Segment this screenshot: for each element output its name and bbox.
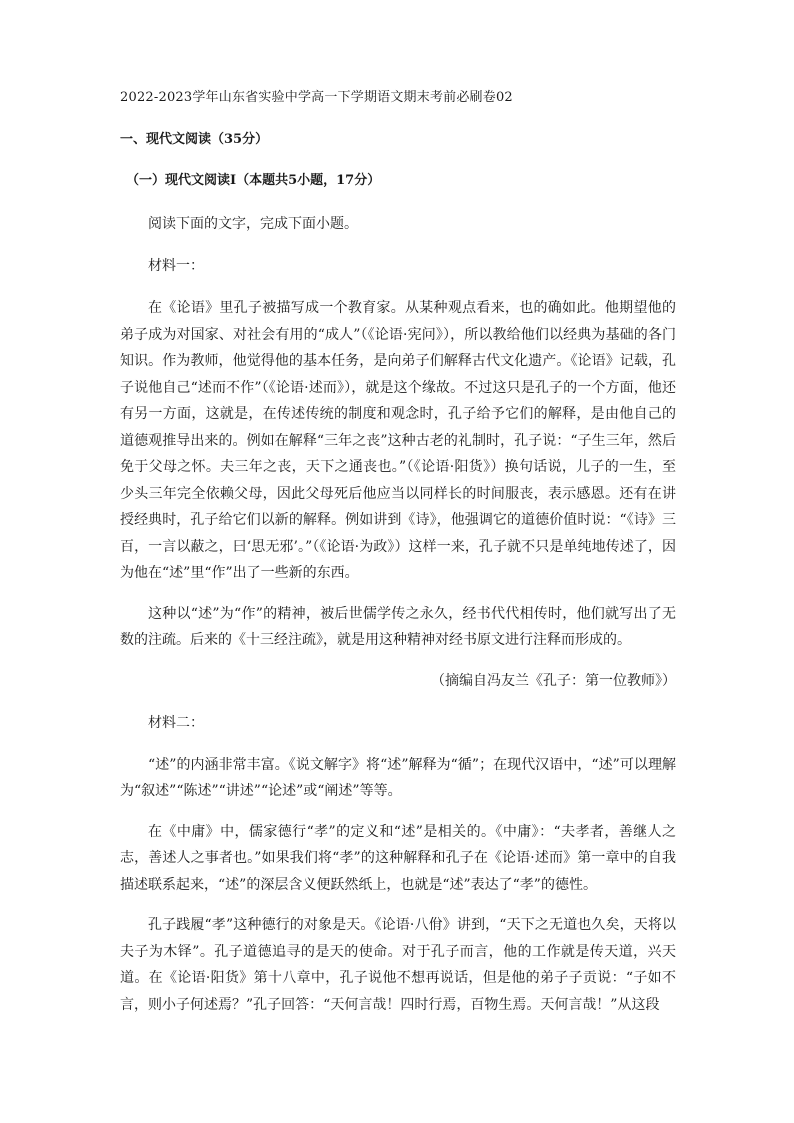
material-1-paragraph: 在《论语》里孔子被描写成一个教育家。从某种观点看来，也的确如此。他期望他的弟子成为对国家、对社会有用的“成人”（《论语·宪问》），所以教给他们以经典为基础的各门知识。作为教师，他觉得他的基本任务，是向弟子们解释古代文化遗产。《论语》记载，孔子说他自己“述而不作”（《论语·述而》），就是这个缘故。不过这只是孔子的一个方面，他还有另一方面，这就是，在传述传统的制度和观念时，孔子给予它们的解释，是由他自己的道德观推导出来的。例如在解释“三年之丧”这种古老的礼制时，孔子说：“子生三年，然后免于父母之怀。夫三年之丧，天下之通丧也。”（《论语·阳货》）换句话说，儿子的一生，至少头三年完全依赖父母，因此父母死后他应当以同样长的时间服丧，表示感恩。还有在讲授经典时，孔子给它们以新的解释。例如讲到《诗》，他强调它的道德价值时说：“《诗》三百，一言以蔽之，曰‘思无邪’。”（《论语·为政》）这样一来，孔子就不只是单纯地传述了，因为他在“述”里“作”出了一些新的东西。 xyxy=(120,300,676,581)
material-2-label: 材料二： xyxy=(148,714,204,731)
document-title: 2022-2023学年山东省实验中学高一下学期语文期末考前必刷卷02 xyxy=(120,90,513,105)
section-heading: 一、现代文阅读（35分） xyxy=(120,132,269,147)
material-2-paragraph: “述”的内涵非常丰富。《说文解字》将“述”解释为“循”；在现代汉语中，“述”可以理解为“叙述”“陈述”“讲述”“论述”或“阐述”等等。 xyxy=(120,756,676,799)
reading-instruction: 阅读下面的文字，完成下面小题。 xyxy=(148,216,358,232)
material-1-label: 材料一： xyxy=(148,258,204,274)
material-2-paragraph: 孔子践履“孝”这种德行的对象是天。《论语·八佾》讲到，“天下之无道也久矣，天将以夫子为木铎”。孔子道德追寻的是天的使命。对于孔子而言，他的工作就是传天道，兴天道。在《论语·阳货》第十八章中，孔子说他不想再说话，但是他的弟子子贡说：“子如不言，则小子何述焉？”孔子回答：“天何言哉！四时行焉，百物生焉。天何言哉！”从这段 xyxy=(120,917,676,1013)
material-1-source: （摘编自冯友兰《孔子：第一位教师》） xyxy=(431,672,676,689)
material-1-paragraph: 这种以“述”为“作”的精神，被后世儒学传之永久，经书代代相传时，他们就写出了无数的注疏。后来的《十三经注疏》，就是用这种精神对经书原文进行注释而形成的。 xyxy=(120,605,676,648)
material-2-paragraph: 在《中庸》中，儒家德行“孝”的定义和“述”是相关的。《中庸》：“夫孝者，善继人之志，善述人之事者也。”如果我们将“孝”的这种解释和孔子在《论语·述而》第一章中的自我描述联系起来，“述”的深层含义便跃然纸上，也就是“述”表达了“孝”的德性。 xyxy=(120,823,676,893)
sub-section-heading: （一）现代文阅读Ⅰ（本题共5小题，17分） xyxy=(126,173,381,188)
document-page xyxy=(120,88,676,1032)
